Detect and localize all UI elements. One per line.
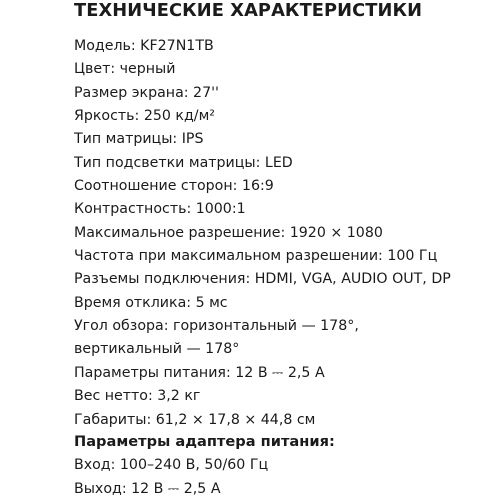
page-title: ТЕХНИЧЕСКИЕ ХАРАКТЕРИСТИКИ <box>74 0 423 21</box>
spec-line-screen-size: Размер экрана: 27'' <box>74 84 219 101</box>
spec-line-model: Модель: KF27N1TB <box>74 38 214 54</box>
spec-line-weight: Вес нетто: 3,2 кг <box>74 388 201 405</box>
spec-line-color: Цвет: черный <box>74 61 176 78</box>
spec-line-max-resolution: Максимальное разрешение: 1920 × 1080 <box>74 224 383 241</box>
spec-line-aspect-ratio: Соотношение сторон: 16:9 <box>74 178 274 195</box>
adapter-line-output: Выход: 12 В ⎓ 2,5 А <box>74 480 221 497</box>
adapter-spec-list <box>74 454 268 500</box>
spec-line-refresh-rate: Частота при максимальном разрешении: 100 Гц <box>74 248 438 265</box>
spec-line-viewing-angle-vertical: вертикальный — 178° <box>74 341 240 358</box>
spec-line-connectors: Разъемы подключения: HDMI, VGA, AUDIO OUT, DP <box>74 271 451 288</box>
spec-line-response-time: Время отклика: 5 мс <box>74 294 228 311</box>
adapter-line-input: Вход: 100–240 В, 50/60 Гц <box>74 457 269 473</box>
spec-line-viewing-angle: Угол обзора: горизонтальный — 178°, <box>74 318 359 335</box>
spec-list <box>74 35 451 432</box>
spec-line-dimensions: Габариты: 61,2 × 17,8 × 44,8 см <box>74 411 316 428</box>
spec-line-backlight-type: Тип подсветки матрицы: LED <box>74 154 293 171</box>
adapter-section-title: Параметры адаптера питания: <box>74 433 335 450</box>
spec-line-power: Параметры питания: 12 В ⎓ 2,5 А <box>74 364 325 381</box>
spec-line-brightness: Яркость: 250 кд/м² <box>74 108 215 125</box>
spec-line-matrix-type: Тип матрицы: IPS <box>74 131 204 148</box>
spec-line-contrast: Контрастность: 1000:1 <box>74 201 246 218</box>
